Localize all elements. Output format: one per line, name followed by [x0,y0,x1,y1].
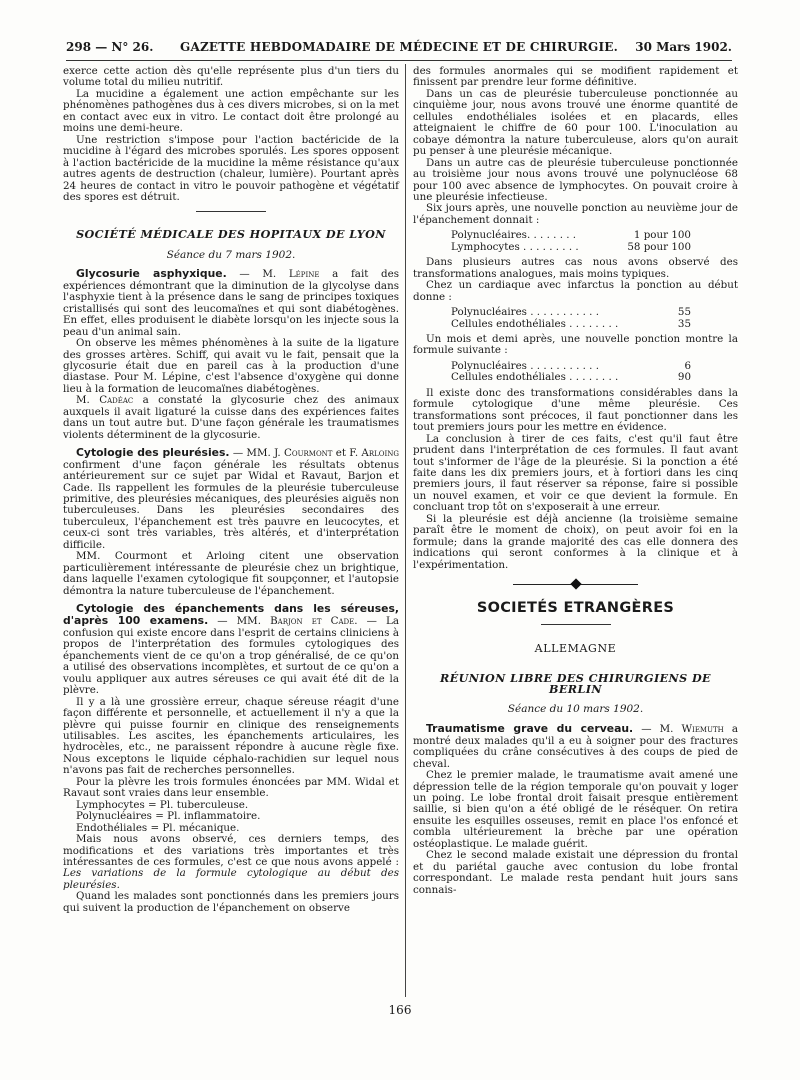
author-name: Arloing [361,447,399,460]
page-number-issue: 298 — N° 26. [66,40,154,54]
article-cytologie-pleuresies: Cytologie des pleurésies. — MM. J. Courmont et F. Arloing confirment d'une façon générale les résultats obtenus antérieurement sur ce sujet par Widal et Ravaut, Barjon et Cade. Ils rappellent les formules de la pleurésie tuberculeuse primitive, des pleurésies mécaniques, des pleurésies aiguës non tuberculeuses. Dans les pleurésies secondaires des tuberculeux, l'épanchement est très pauvre en leucocytes, et ceux-ci sont très variables, très altérés, et d'interprétation difficile. [63,446,399,551]
running-header [66,38,732,58]
country-heading: ALLEMAGNE [534,642,617,656]
paragraph: Il y a là une grossière erreur, chaque séreuse réagit d'une façon différente et personnelle, et actuellement il n'y a que la plèvre qui puisse fournir en clinique des renseignements utilisables. Les ascites, les épanchements articulaires, les hydrocèles, etc., ne paraissent répondre à aucune règle fixe. Nous exceptons le liquide céphalo-rachidien sur lequel nous n'avons pas fait de recherches personnelles. [63,695,399,777]
article-title: Glycosurie asphyxique. [76,267,227,281]
left-column [63,66,399,914]
paragraph: des formules anormales qui se modifient rapidement et finissent par prendre leur forme définitive. [413,65,738,89]
formula-line: Polynucléaires = Pl. inflammatoire. [76,810,261,823]
article-traumatisme: Traumatisme grave du cerveau. — M. Wiemuth a montré deux malades qu'il a eu à soigner pour des fractures compliquées du crâne consécutives à des coups de pied de cheval. [413,722,738,770]
author-name: Barjon et Cade [270,615,355,628]
paragraph: Dans un cas de pleurésie tuberculeuse ponctionnée au cinquième jour, nous avons trouvé une énorme quantité de cellules endothéliales isolées et en placards, elles atteignaient le chiffre de 60 pour 100. L'inoculation au cobaye démontra la nature tuberculeuse, alors qu'on aurait pu penser à une pleurésie mécanique. [413,87,738,158]
author-name: Courmont [283,447,333,460]
paragraph: La mucidine a également une action empêchante sur les phénomènes pathogènes dus à ces divers microbes, si on la met en contact avec eux in vitro. Le contact doit être prolongé au moins une demi-heure. [63,87,399,135]
section-heading: SOCIETÉS ETRANGÈRES [476,600,675,617]
article-title: Cytologie des pleurésies. [76,446,230,460]
paragraph: Dans un autre cas de pleurésie tuberculeuse ponctionnée au troisième jour nous avons trouvé une polynucléose 68 pour 100 avec absence de lymphocytes. On pouvait croire à une pleurésie infectieuse. [413,156,738,203]
table-row: Polynucléaires . . . . . . . . . . . 55 [451,306,691,319]
right-column [413,66,738,896]
paragraph: Un mois et demi après, une nouvelle ponction montre la formule suivante : [413,332,738,357]
author-name: Cadéac [99,394,134,407]
paragraph: Mais nous avons observé, ces derniers temps, des modifications et des variations très importantes et très intéressantes de ces formules, c'est ce que nous avons appelé : Les variations de la formule cytologique au début des pleurésies. [63,833,399,891]
table-row: Polynucléaires. . . . . . . . 1 pour 100 [451,229,691,242]
paragraph: Chez un cardiaque avec infarctus la ponction au début donne : [413,279,738,303]
issue-date: 30 Mars 1902. [635,40,732,54]
article-title: Traumatisme grave du cerveau. [426,722,634,736]
session-date: Séance du 10 mars 1902. [507,702,644,715]
paragraph: Pour la plèvre les trois formules énoncées par MM. Widal et Ravaut sont vraies dans leur ensemble. [63,775,399,800]
paragraph: exerce cette action dès qu'elle représente plus d'un tiers du volume total du milieu nutritif. [63,65,399,89]
paragraph: M. Cadéac a constaté la glycosurie chez des animaux auxquels il avait ligaturé la cuisse dans des expériences faites dans un tout autre but. D'une façon générale les traumatismes violents déterminent de la glycosurie. [63,394,399,441]
article-glycosurie: Glycosurie asphyxique. — M. Lépine a fait des expériences démontrant que la diminution de la glycolyse dans l'asphyxie tient à la présence dans le sang de principes toxiques cristallisés qui sont des leucomaïnes et qui sont diabétogènes. En effet, elles produisent le diabète lorsqu'on les injecte sous la peau d'un animal sain. [63,267,400,338]
cell-count-table [451,230,691,253]
formula-line: Endothéliales = Pl. mécanique. [76,821,240,834]
table-row: Polynucléaires . . . . . . . . . . . 6 [451,359,691,372]
paragraph: Six jours après, une nouvelle ponction au neuvième jour de l'épanchement donnait : [413,202,738,226]
paragraph: Si la pleurésie est déjà ancienne (la troisième semaine paraît être le moment de choix), on peut avoir foi en la formule; dans la grande majorité des cas elle donnera des indications qui seront conformes à la clinique et à l'expérimentation. [413,512,738,571]
paragraph: MM. Courmont et Arloing citent une observation particulièrement intéressante de pleurésie chez un brightique, dans laquelle l'examen cytologique fit soupçonner, et l'autopsie démontra la nature tuberculeuse de l'épanchement. [63,550,399,597]
emphasis: Les variations de la formule cytologique au début des pleurésies. [63,867,399,891]
article-cytologie-epanchements: Cytologie des épanchements dans les séreuses, d'après 100 examens. — MM. Barjon et Cade. — La confusion qui existe encore dans l'esprit de certains cliniciens à propos de l'interprétation des formules cytologiques des épanchements vient de ce qu'on a trop généralisé, de ce qu'on a utilisé des observations incomplètes, et surtout de ce qu'on a voulu appliquer aux autres séreuses ce qui avait été dit de la plèvre. [63,602,399,697]
table-row: Cellules endothéliales . . . . . . . . 35 [451,317,691,330]
paragraph: Il existe donc des transformations considérables dans la formule cytologique d'une même pleurésie. Ces transformations sont précoces, il faut ponctionner dans les tout premiers jours pour les mettre en évidence. [413,386,738,434]
paragraph: Chez le second malade existait une dépression du frontal et du pariétal gauche avec contusion du lobe frontal correspondant. Le malade resta pendant huit jours sans connais- [413,849,738,896]
author-name: Wiemuth [681,723,724,736]
society-heading: RÉUNION LIBRE DES CHIRURGIENS DE BERLIN [440,670,711,697]
paragraph: Une restriction s'impose pour l'action bactéricide de la mucidine à l'égard des microbes sporulés. Les spores opposent à l'action bactéricide de la mucidine la même résistance qu'aux autres agents de destruction (chaleur, lumière). Pourtant après 24 heures de contact in vitro le pouvoir pathogène et végétatif des spores est détruit. [63,133,399,203]
table-row: Cellules endothéliales . . . . . . . . 90 [451,371,691,384]
table-row: Lymphocytes . . . . . . . . . 58 pour 100 [451,240,691,253]
formula-line: Lymphocytes = Pl. tuberculeuse. [76,798,249,811]
author-name: Lépine [288,268,320,281]
paragraph: On observe les mêmes phénomènes à la suite de la ligature des grosses artères. Schiff, qui avait vu le fait, pensait que la glycosurie était due en pareil cas à la production d'une diastase. Pour M. Lépine, c'est l'absence d'oxygène qui donne lieu à la formation de leucomaïnes diabétogènes. [63,337,399,395]
society-heading: SOCIÉTÉ MÉDICALE DES HOPITAUX DE LYON [76,227,386,242]
paragraph: Quand les malades sont ponctionnés dans les premiers jours qui suivent la production de l'épanchement on observe [63,890,399,914]
journal-title: GAZETTE HEBDOMADAIRE DE MÉDECINE ET DE CHIRURGIE. [180,40,618,54]
paragraph: Dans plusieurs autres cas nous avons observé des transformations analogues, mais moins typiques. [413,256,738,280]
cell-count-table [451,307,691,330]
header-rule [66,60,732,61]
diamond-ornament-icon [570,578,581,589]
folio-number: 166 [388,1003,412,1017]
article-title: Cytologie des épanchements dans les séreuses, d'après 100 examens. [63,602,399,628]
cell-count-table [451,361,691,384]
ornamental-divider [413,579,738,589]
paragraph: La conclusion à tirer de ces faits, c'est qu'il faut être prudent dans l'interprétation de ces formules. Il faut avant tout s'informer de l'âge de la pleurésie. Si la ponction a été faite dans les dix premiers jours, et à fortiori dans les cinq premiers jours, il faut réserver sa réponse, faire si possible un nouvel examen, et voir ce que devient la formule. En concluant trop tôt on s'exposerait à une erreur. [413,432,738,514]
column-rule [405,64,406,997]
session-date: Séance du 7 mars 1902. [166,248,296,261]
paragraph: Chez le premier malade, le traumatisme avait amené une dépression telle de la région temporale qu'on pouvait y loger un poing. Le lobe frontal droit faisait presque entièrement saillie, si bien qu'on a été obligé de le réséquer. On retira ensuite les esquilles osseuses, remit en place l'os enfoncé et combla ultérieurement la brèche par une opération ostéoplastique. Le malade guérit. [413,769,738,850]
